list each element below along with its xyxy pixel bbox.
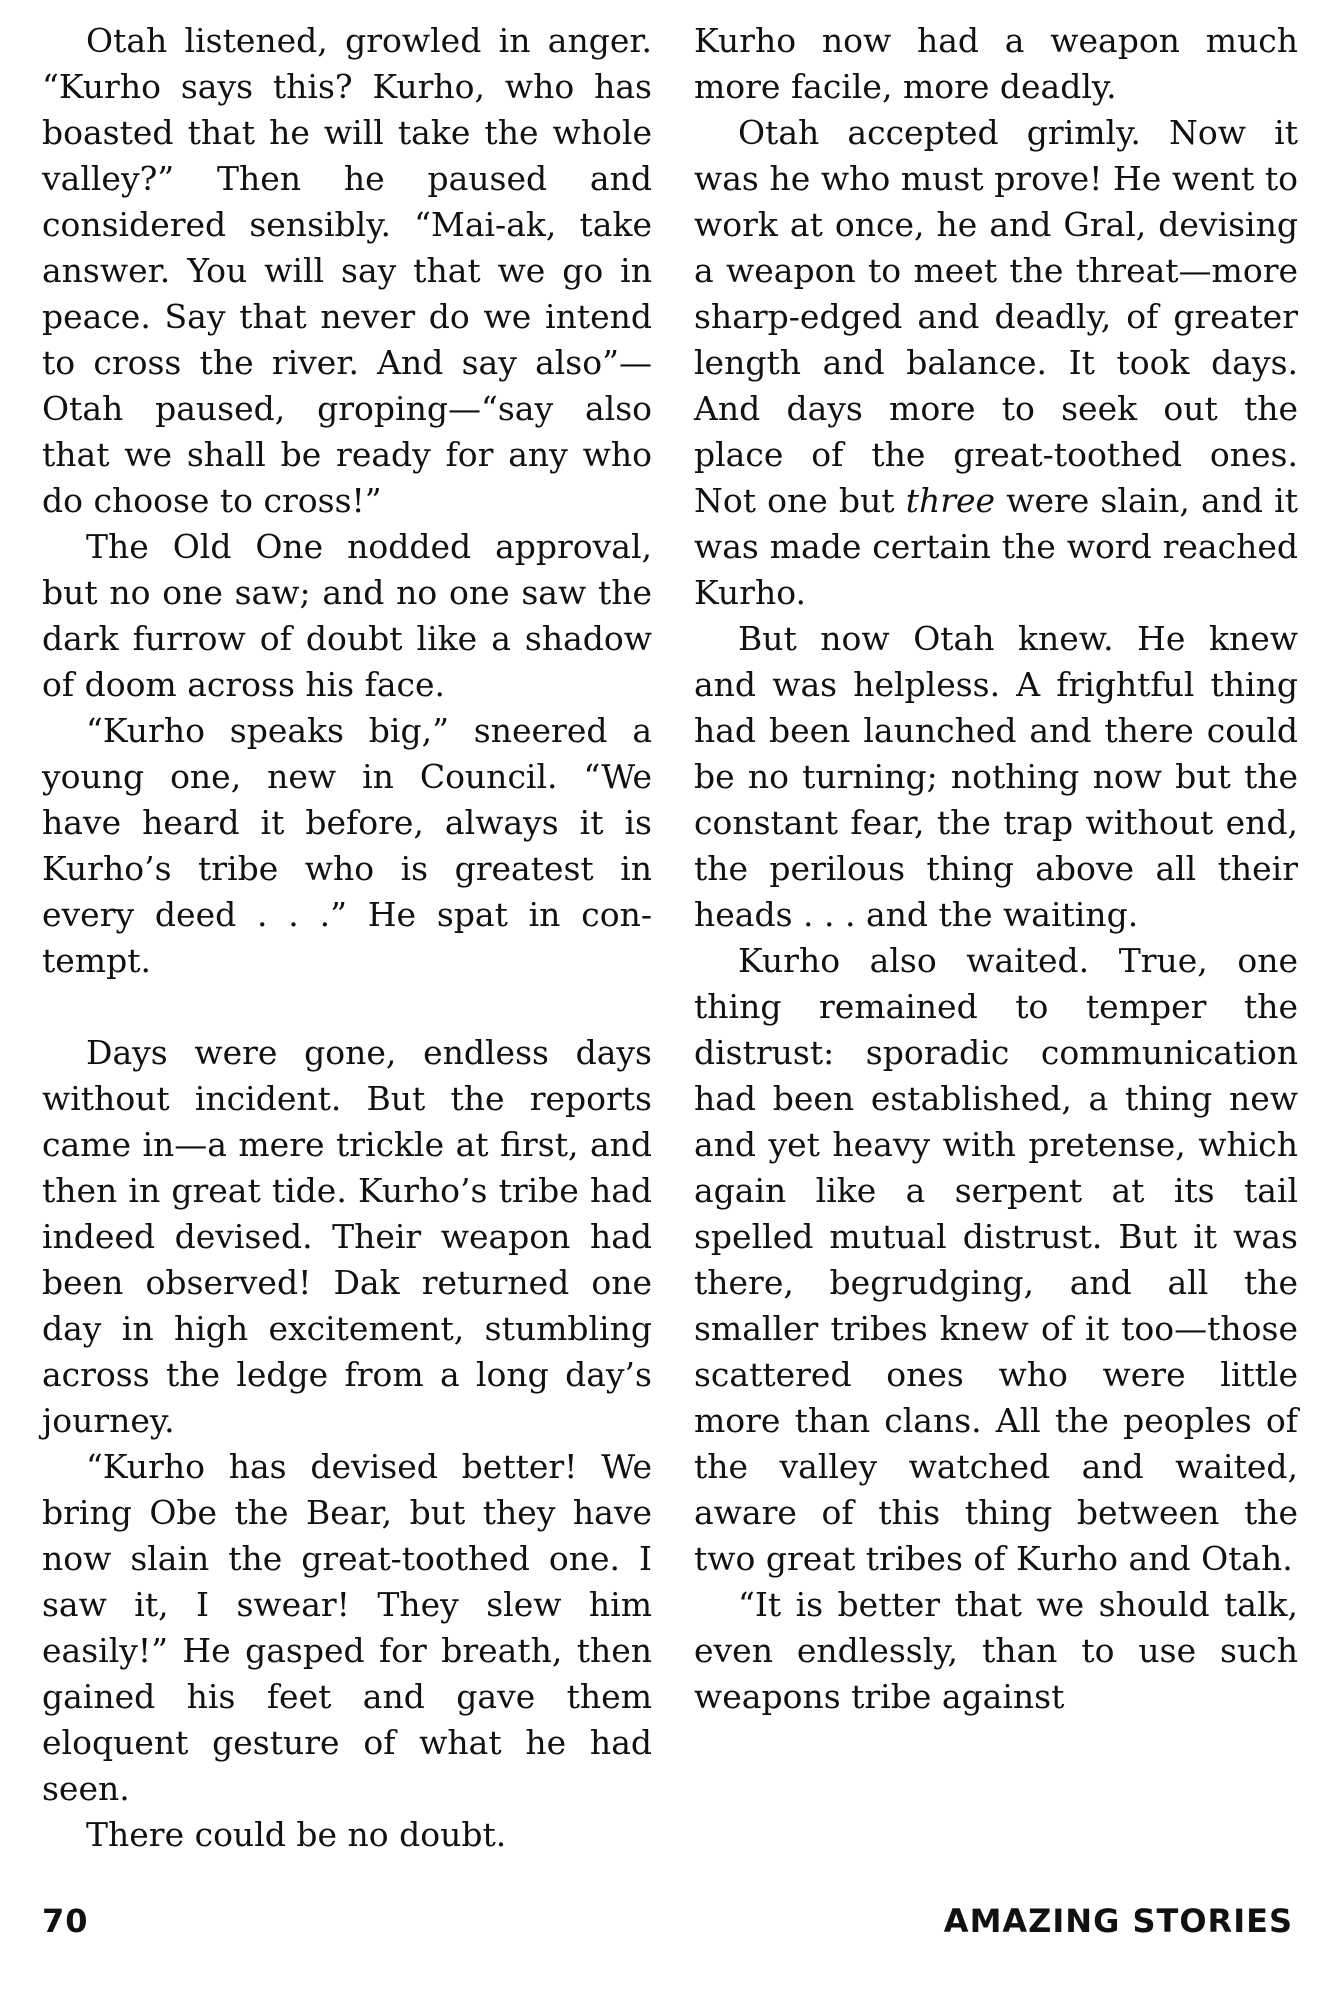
left-text-column xyxy=(42,18,652,1858)
magazine-title: AMAZING STORIES xyxy=(943,1902,1293,1940)
paragraph: “It is better that we should talk, even endlessly, than to use such weapons tribe against xyxy=(694,1585,1298,1716)
paragraph: “Kurho speaks big,” sneered a young one, new in Council. “We have heard it before, always it is Kurho’s tribe who is greatest in every deed . . .” He spat in contempt. xyxy=(42,711,652,980)
paragraph: There could be no doubt. xyxy=(86,1815,507,1854)
paragraph: The Old One nodded approval, but no one saw; and no one saw the dark furrow of doubt like a shadow of doom across his face. xyxy=(42,527,652,704)
page-number: 70 xyxy=(42,1902,89,1940)
paragraph: But now Otah knew. He knew and was helpless. A frightful thing had been launched and there could be no turning; nothing now but the constant fear, the trap without end, the perilous thing above all their heads . . . and the waiting. xyxy=(694,619,1298,934)
paragraph: Kurho also waited. True, one thing remained to temper the distrust: sporadic communication had been established, a thing new and yet heavy with pretense, which again like a serpent at its tail spelled mutual distrust. But it was there, begrudging, and all the smaller tribes knew of it too—those scattered ones who were little more than clans. All the peoples of the valley watched and waited, aware of this thing between the two great tribes of Kurho and Otah. xyxy=(694,941,1298,1578)
right-text-column xyxy=(694,18,1298,1720)
paragraph-text: Otah accepted grimly. Now it was he who must prove! He went to work at once, he and Gral, devising a weapon to meet the threat—more sharp-edged and deadly, of greater length and balance. It took days. And days more to seek out the place of the great-toothed ones. Not one but xyxy=(694,113,1298,520)
paragraph: “Kurho has devised better! We bring Obe the Bear, but they have now slain the great-toothed one. I saw it, I swear! They slew him easily!” He gasped for breath, then gained his feet and gave them eloquent gesture of what he had seen. xyxy=(42,1447,652,1808)
paragraph: Kurho now had a weapon much more facile, more deadly. xyxy=(694,21,1298,106)
paragraph xyxy=(694,110,1298,616)
paragraph-text: were slain, and it was made certain the word reached Kurho. xyxy=(694,481,1298,612)
paragraph: Days were gone, endless days without incident. But the reports came in—a mere trickle at first, and then in great tide. Kurho’s tribe had indeed devised. Their weapon had been observed! Dak returned one day in high excitement, stumbling across the ledge from a long day’s journey. xyxy=(42,1033,652,1440)
paragraph: Otah listened, growled in anger. “Kurho says this? Kurho, who has boasted that he will take the whole valley?” Then he paused and considered sensibly. “Mai-ak, take answer. You will say that we go in peace. Say that never do we intend to cross the river. And say also”—Otah paused, groping—“say also that we shall be ready for any who do choose to cross!” xyxy=(42,21,652,520)
emphasized-word: three xyxy=(905,481,996,520)
